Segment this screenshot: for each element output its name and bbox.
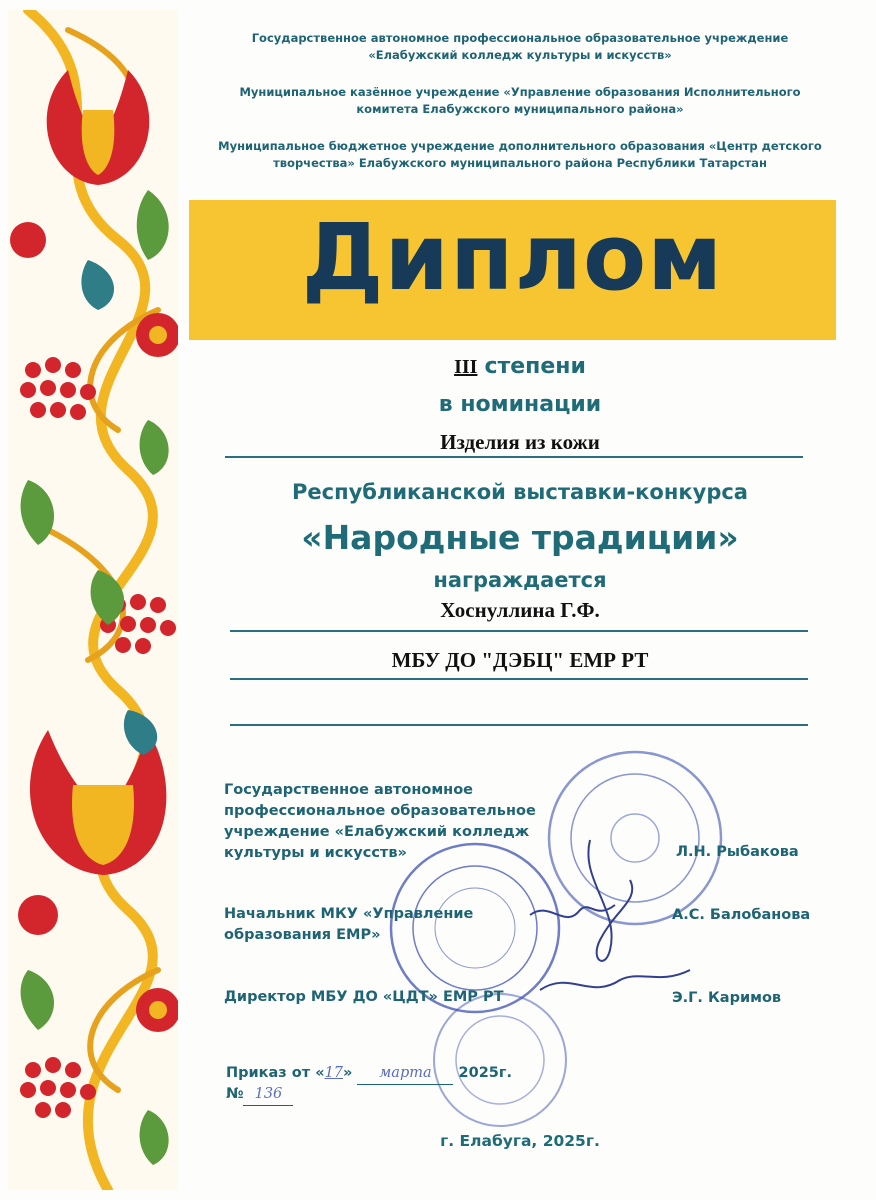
signatory-line: культуры и искусств» [224,845,407,861]
organization-underline [230,678,808,680]
header-line: комитета Елабужского муниципального района» [356,102,684,116]
order-year: 2025г. [458,1065,512,1081]
order-month: марта [357,1063,453,1085]
header-block-2 [215,84,825,118]
nomination-label: в номинации [438,392,602,417]
signatory-org-2 [224,904,473,946]
blank-underline [230,724,808,726]
order-day: 17 [324,1065,344,1081]
signatory-line: Начальник МКУ «Управление [224,906,474,922]
signatory-line: профессиональное образовательное [224,803,536,819]
recipient-name: Хоснуллина Г.Ф. [440,598,600,622]
nomination-value: Изделия из кожи [440,430,600,454]
header-line: Муниципальное казённое учреждение «Управление образования Исполнительного [239,85,801,99]
header-line: творчества» Елабужского муниципального района Республики Татарстан [273,156,767,170]
signatory-name-3: Э.Г. Каримов [672,990,782,1006]
degree-line [215,354,825,379]
degree-number: III [454,356,478,378]
nomination-underline [225,456,803,458]
title-banner [189,200,836,340]
header-line: «Елабужский колледж культуры и искусств» [368,48,672,62]
event-line: Республиканской выставки-конкурса [292,480,748,504]
signatory-org-3: Директор МБУ ДО «ЦДТ» ЕМР РТ [224,989,504,1005]
header-block-1 [215,30,825,64]
order-number: 136 [243,1084,293,1106]
signatory-line: образования ЕМР» [224,927,381,943]
signatory-org-1 [224,780,536,864]
signatory-line: учреждение «Елабужский колледж [224,824,530,840]
order-prefix: Приказ от « [226,1065,325,1081]
event-name: «Народные традиции» [301,518,739,557]
signatory-line: Государственное автономное [224,782,473,798]
order-number-line [226,1084,293,1106]
order-mid: » [343,1065,353,1081]
diploma-title: Диплом [301,204,724,311]
floral-ornament-border [8,10,178,1190]
header-line: Муниципальное бюджетное учреждение дополнительного образования «Центр детского [218,139,822,153]
degree-word: степени [484,354,586,379]
order-number-label: № [226,1086,244,1102]
awarded-label: награждается [433,568,607,592]
header-line: Государственное автономное профессиональное образовательное учреждение [251,31,789,45]
header-block-3 [215,138,825,172]
signatory-name-2: А.С. Балобанова [672,907,811,923]
footer-place-date: г. Елабуга, 2025г. [440,1132,600,1150]
organization-name: МБУ ДО "ДЭБЦ" ЕМР РТ [391,648,649,672]
recipient-underline [230,630,808,632]
order-line [226,1063,512,1085]
signatory-name-1: Л.Н. Рыбакова [676,844,799,860]
